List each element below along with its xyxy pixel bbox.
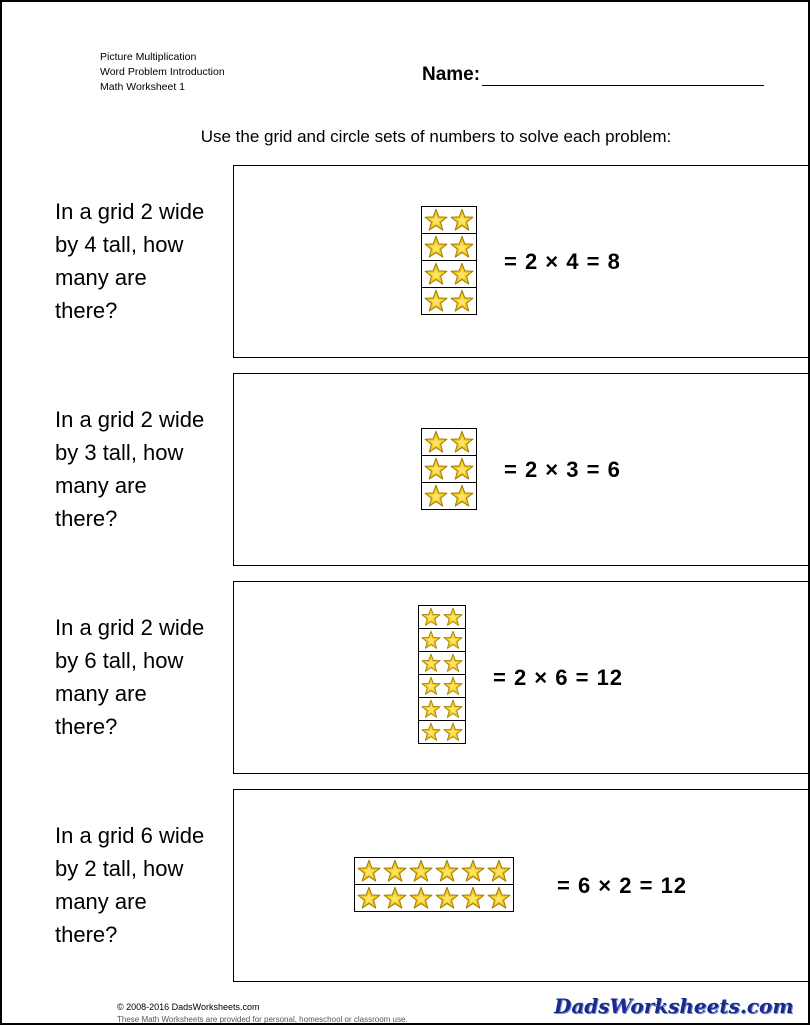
problem-question: [55, 195, 235, 327]
grid-row[interactable]: [419, 606, 465, 628]
star-icon: [435, 886, 459, 910]
question-line: there?: [55, 298, 118, 323]
star-icon: [450, 430, 474, 454]
problem-question: [55, 611, 235, 743]
star-icon: [409, 886, 433, 910]
equation: = 6 × 2 = 12: [557, 873, 688, 898]
question-line: by 2 tall, how: [55, 856, 184, 881]
question-line: by 3 tall, how: [55, 440, 184, 465]
star-icon: [435, 859, 459, 883]
grid-row[interactable]: [419, 628, 465, 651]
question-line: In a grid 6 wide: [55, 823, 205, 848]
instructions: Use the grid and circle sets of numbers to solve each problem:: [200, 127, 672, 146]
star-icon: [424, 235, 448, 259]
star-icon: [443, 630, 463, 650]
grid-row[interactable]: [419, 674, 465, 697]
question-line: In a grid 2 wide: [55, 615, 205, 640]
worksheet-header: [100, 50, 225, 95]
star-grid: [418, 605, 466, 744]
grid-row[interactable]: [422, 260, 476, 287]
star-icon: [424, 289, 448, 313]
star-icon: [421, 607, 441, 627]
name-blank-line[interactable]: [482, 67, 764, 86]
star-icon: [421, 676, 441, 696]
grid-row[interactable]: [422, 233, 476, 260]
grid-row[interactable]: [422, 455, 476, 482]
star-icon: [421, 722, 441, 742]
grid-row[interactable]: [419, 720, 465, 743]
question-line: there?: [55, 922, 118, 947]
problem-box: [233, 789, 810, 982]
star-icon: [424, 457, 448, 481]
dadsworksheets-logo[interactable]: DadsWorksheets.com: [554, 994, 794, 1018]
star-icon: [357, 886, 381, 910]
question-line: by 4 tall, how: [55, 232, 184, 257]
header-line-subtitle: Word Problem Introduction: [100, 66, 225, 78]
problem-question: [55, 403, 235, 535]
grid-row[interactable]: [422, 482, 476, 509]
star-icon: [443, 653, 463, 673]
grid-row[interactable]: [355, 858, 513, 884]
star-grid: [421, 428, 477, 510]
star-icon: [424, 484, 448, 508]
star-icon: [461, 859, 485, 883]
name-field: [422, 64, 764, 86]
star-icon: [450, 457, 474, 481]
star-icon: [383, 859, 407, 883]
problem-box: [233, 373, 810, 566]
question-line: there?: [55, 506, 118, 531]
question-line: many are: [55, 265, 147, 290]
problem-box: [233, 165, 810, 358]
star-icon: [461, 886, 485, 910]
question-line: many are: [55, 681, 147, 706]
grid-row[interactable]: [422, 287, 476, 314]
header-line-title: Picture Multiplication: [100, 51, 197, 63]
star-icon: [409, 859, 433, 883]
star-icon: [450, 484, 474, 508]
copyright-text: © 2008-2016 DadsWorksheets.com: [117, 1002, 260, 1012]
star-icon: [450, 289, 474, 313]
question-line: In a grid 2 wide: [55, 199, 205, 224]
question-line: many are: [55, 473, 147, 498]
star-grid: [354, 857, 514, 912]
star-icon: [383, 886, 407, 910]
star-icon: [450, 262, 474, 286]
question-line: by 6 tall, how: [55, 648, 184, 673]
star-icon: [357, 859, 381, 883]
star-icon: [421, 699, 441, 719]
star-icon: [443, 722, 463, 742]
star-icon: [443, 676, 463, 696]
name-label: Name:: [422, 64, 481, 85]
problem-question: [55, 819, 235, 951]
grid-row[interactable]: [422, 429, 476, 455]
star-icon: [424, 262, 448, 286]
equation: = 2 × 3 = 6: [504, 457, 621, 482]
star-icon: [487, 886, 511, 910]
star-icon: [421, 653, 441, 673]
star-icon: [424, 208, 448, 232]
star-icon: [443, 607, 463, 627]
question-line: there?: [55, 714, 118, 739]
question-line: In a grid 2 wide: [55, 407, 205, 432]
star-icon: [421, 630, 441, 650]
problem-box: [233, 581, 810, 774]
star-icon: [487, 859, 511, 883]
star-icon: [424, 430, 448, 454]
grid-row[interactable]: [419, 651, 465, 674]
grid-row[interactable]: [355, 884, 513, 911]
star-icon: [443, 699, 463, 719]
star-icon: [450, 235, 474, 259]
grid-row[interactable]: [422, 207, 476, 233]
question-line: many are: [55, 889, 147, 914]
grid-row[interactable]: [419, 697, 465, 720]
star-icon: [450, 208, 474, 232]
header-line-worksheet-number: Math Worksheet 1: [100, 81, 186, 93]
equation: = 2 × 4 = 8: [504, 249, 621, 274]
equation: = 2 × 6 = 12: [493, 665, 624, 690]
star-grid: [421, 206, 477, 315]
usage-note: These Math Worksheets are provided for personal, homeschool or classroom use.: [117, 1015, 408, 1024]
